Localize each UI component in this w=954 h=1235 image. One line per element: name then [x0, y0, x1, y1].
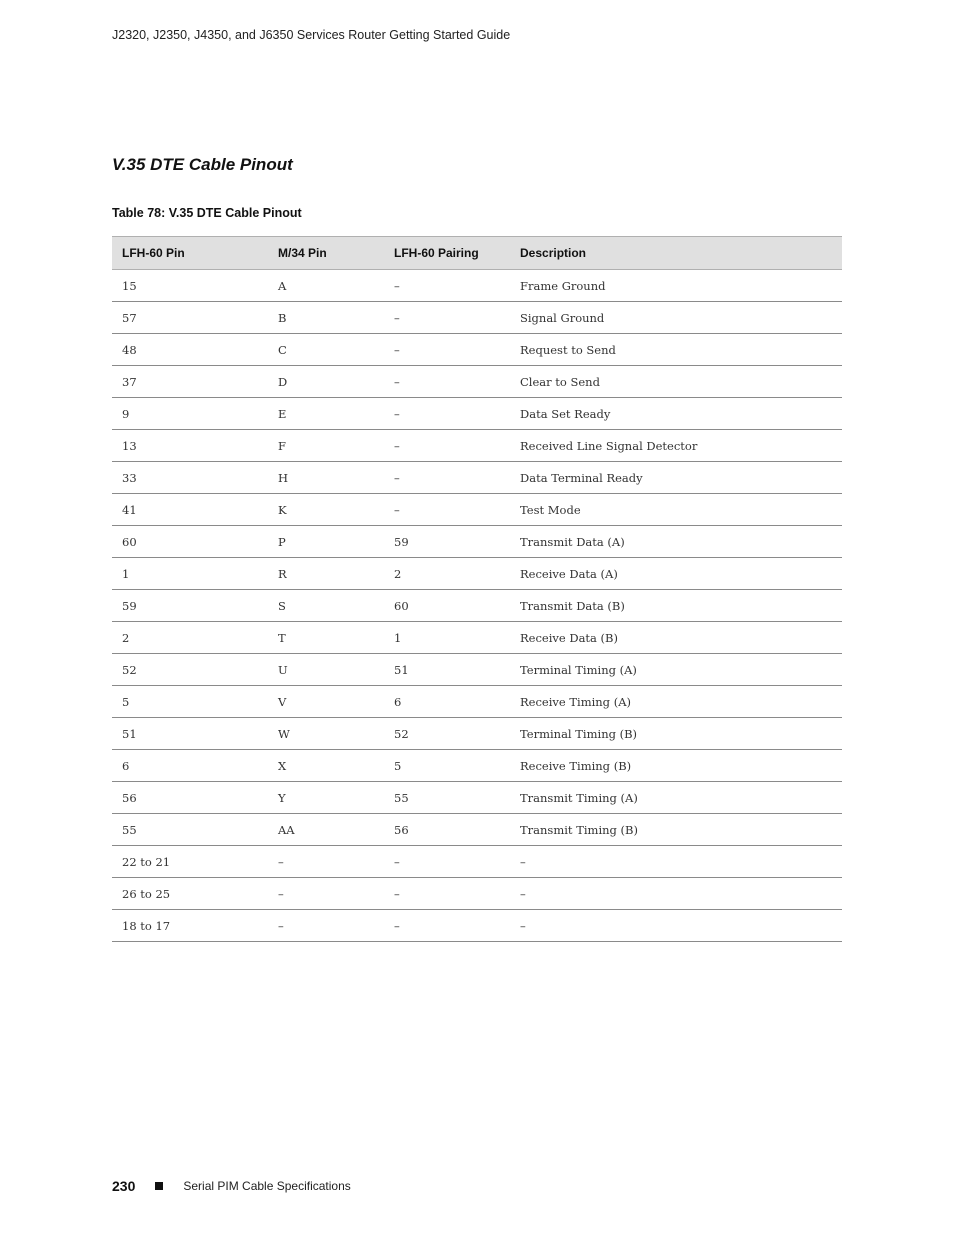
cell-m34-pin: – — [268, 846, 384, 878]
table-row — [112, 462, 842, 494]
cell-m34-pin: H — [268, 462, 384, 494]
cell-m34-pin: P — [268, 526, 384, 558]
cell-m34-pin: U — [268, 654, 384, 686]
cell-lfh60-pairing: – — [384, 910, 510, 942]
cell-m34-pin: – — [268, 910, 384, 942]
cell-m34-pin: A — [268, 270, 384, 302]
table-header — [112, 237, 842, 270]
cell-description: Request to Send — [510, 334, 842, 366]
cell-m34-pin: C — [268, 334, 384, 366]
page-number: 230 — [112, 1178, 136, 1194]
table-row — [112, 750, 842, 782]
table-row — [112, 366, 842, 398]
cell-lfh60-pin: 9 — [112, 398, 268, 430]
cell-lfh60-pairing: 51 — [384, 654, 510, 686]
cell-lfh60-pin: 33 — [112, 462, 268, 494]
table-row — [112, 814, 842, 846]
cell-lfh60-pairing: 55 — [384, 782, 510, 814]
cell-lfh60-pin: 41 — [112, 494, 268, 526]
cell-m34-pin: Y — [268, 782, 384, 814]
footer-separator-square — [155, 1182, 163, 1190]
cell-lfh60-pin: 2 — [112, 622, 268, 654]
table-row — [112, 526, 842, 558]
cell-lfh60-pin: 48 — [112, 334, 268, 366]
cell-lfh60-pairing: – — [384, 494, 510, 526]
cell-description: Test Mode — [510, 494, 842, 526]
cell-description: Receive Timing (B) — [510, 750, 842, 782]
column-header-m34-pin: M/34 Pin — [268, 237, 384, 270]
cell-description: Transmit Timing (A) — [510, 782, 842, 814]
cell-lfh60-pairing: – — [384, 270, 510, 302]
page-footer — [112, 1178, 351, 1194]
cell-lfh60-pin: 18 to 17 — [112, 910, 268, 942]
cell-m34-pin: F — [268, 430, 384, 462]
cell-lfh60-pin: 13 — [112, 430, 268, 462]
cell-m34-pin: E — [268, 398, 384, 430]
column-header-lfh60-pin: LFH-60 Pin — [112, 237, 268, 270]
cell-description: Data Terminal Ready — [510, 462, 842, 494]
cell-lfh60-pairing: – — [384, 398, 510, 430]
table-row — [112, 558, 842, 590]
cell-lfh60-pin: 57 — [112, 302, 268, 334]
cell-lfh60-pin: 51 — [112, 718, 268, 750]
cell-lfh60-pin: 22 to 21 — [112, 846, 268, 878]
cell-lfh60-pairing: – — [384, 878, 510, 910]
cell-m34-pin: T — [268, 622, 384, 654]
cell-lfh60-pin: 26 to 25 — [112, 878, 268, 910]
cell-m34-pin: K — [268, 494, 384, 526]
cell-lfh60-pin: 60 — [112, 526, 268, 558]
cell-lfh60-pin: 6 — [112, 750, 268, 782]
cell-description: Receive Data (B) — [510, 622, 842, 654]
cell-lfh60-pairing: – — [384, 462, 510, 494]
cell-description: Transmit Data (A) — [510, 526, 842, 558]
cell-m34-pin: D — [268, 366, 384, 398]
table-caption: Table 78: V.35 DTE Cable Pinout — [112, 206, 302, 220]
running-header: J2320, J2350, J4350, and J6350 Services Router Getting Started Guide — [112, 28, 511, 42]
cell-m34-pin: S — [268, 590, 384, 622]
cell-description: – — [510, 846, 842, 878]
cell-description: Transmit Data (B) — [510, 590, 842, 622]
table-row — [112, 494, 842, 526]
table-body — [112, 270, 842, 942]
cell-lfh60-pairing: 59 — [384, 526, 510, 558]
column-header-lfh60-pairing: LFH-60 Pairing — [384, 237, 510, 270]
cell-description: – — [510, 878, 842, 910]
table-header-row — [112, 237, 842, 270]
cell-m34-pin: W — [268, 718, 384, 750]
cell-description: Transmit Timing (B) — [510, 814, 842, 846]
table-row — [112, 878, 842, 910]
cell-lfh60-pin: 59 — [112, 590, 268, 622]
cell-m34-pin: R — [268, 558, 384, 590]
table-row — [112, 590, 842, 622]
cell-description: Data Set Ready — [510, 398, 842, 430]
cell-description: Received Line Signal Detector — [510, 430, 842, 462]
cell-m34-pin: B — [268, 302, 384, 334]
cell-lfh60-pin: 1 — [112, 558, 268, 590]
cell-lfh60-pin: 52 — [112, 654, 268, 686]
cell-description: Receive Data (A) — [510, 558, 842, 590]
table-row — [112, 398, 842, 430]
cell-lfh60-pairing: 52 — [384, 718, 510, 750]
cell-lfh60-pairing: 2 — [384, 558, 510, 590]
cell-lfh60-pairing: – — [384, 430, 510, 462]
table-row — [112, 718, 842, 750]
cell-description: – — [510, 910, 842, 942]
table-row — [112, 302, 842, 334]
cell-lfh60-pin: 15 — [112, 270, 268, 302]
table-row — [112, 622, 842, 654]
cell-lfh60-pairing: 1 — [384, 622, 510, 654]
table-row — [112, 270, 842, 302]
cell-m34-pin: X — [268, 750, 384, 782]
column-header-description: Description — [510, 237, 842, 270]
cell-description: Terminal Timing (A) — [510, 654, 842, 686]
cell-lfh60-pairing: 6 — [384, 686, 510, 718]
cell-lfh60-pin: 37 — [112, 366, 268, 398]
cell-description: Clear to Send — [510, 366, 842, 398]
cell-lfh60-pairing: 60 — [384, 590, 510, 622]
cell-lfh60-pairing: – — [384, 302, 510, 334]
pinout-table — [112, 236, 842, 942]
cell-description: Terminal Timing (B) — [510, 718, 842, 750]
cell-lfh60-pin: 56 — [112, 782, 268, 814]
cell-description: Receive Timing (A) — [510, 686, 842, 718]
table-row — [112, 846, 842, 878]
table-row — [112, 430, 842, 462]
cell-m34-pin: AA — [268, 814, 384, 846]
cell-lfh60-pairing: – — [384, 366, 510, 398]
cell-m34-pin: V — [268, 686, 384, 718]
cell-m34-pin: – — [268, 878, 384, 910]
table-row — [112, 910, 842, 942]
section-title: V.35 DTE Cable Pinout — [112, 155, 293, 174]
cell-lfh60-pairing: 56 — [384, 814, 510, 846]
cell-description: Frame Ground — [510, 270, 842, 302]
table-row — [112, 782, 842, 814]
cell-lfh60-pairing: 5 — [384, 750, 510, 782]
table-row — [112, 654, 842, 686]
cell-description: Signal Ground — [510, 302, 842, 334]
table-row — [112, 686, 842, 718]
footer-section-name: Serial PIM Cable Specifications — [183, 1179, 351, 1193]
table-row — [112, 334, 842, 366]
cell-lfh60-pin: 5 — [112, 686, 268, 718]
cell-lfh60-pin: 55 — [112, 814, 268, 846]
cell-lfh60-pairing: – — [384, 846, 510, 878]
cell-lfh60-pairing: – — [384, 334, 510, 366]
